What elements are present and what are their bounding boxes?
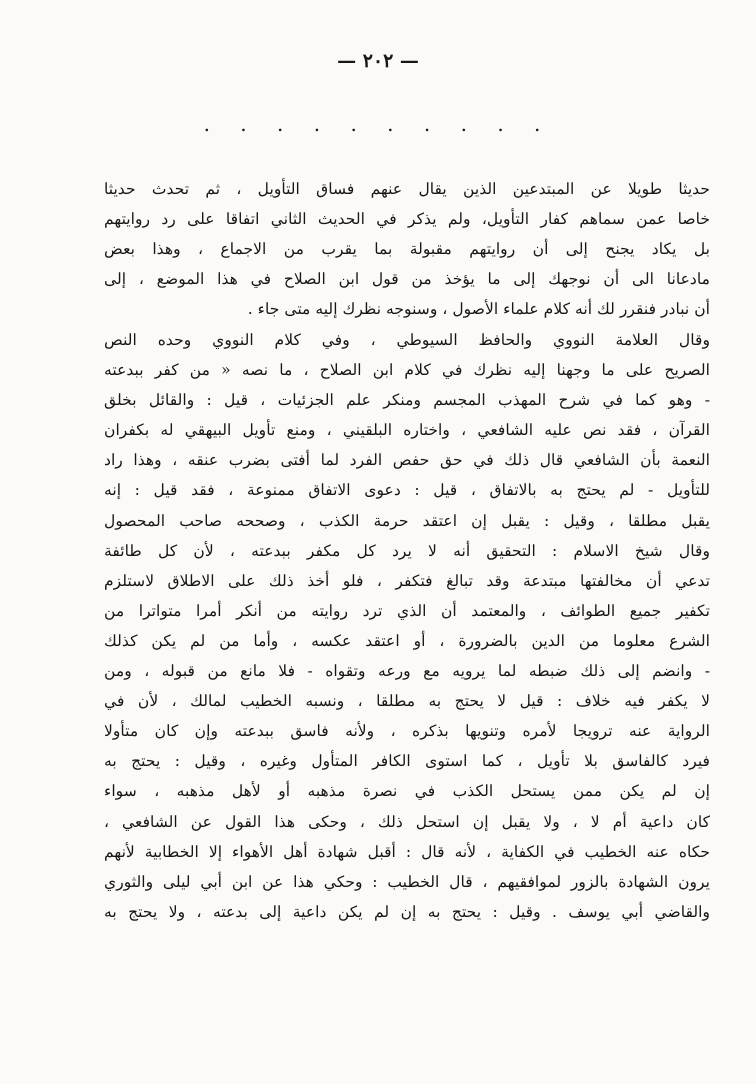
text-line: يرون الشهادة بالزور لموافقيهم ، قال الخطيب : وحكي هذا عن ابن أبي ليلى والثوري bbox=[104, 872, 710, 891]
text-line: وقال شيخ الاسلام : التحقيق أنه لا يرد كل مكفر ببدعته ، لأن كل طائفة bbox=[104, 541, 710, 560]
text-line: إن لم يكن ممن يستحل الكذب في نصرة مذهبه أو لأهل مذهبه ، سواء bbox=[104, 782, 710, 801]
text-line: - وانضم إلى ذلك ضبطه لما يرويه مع ورعه وتقواه - فلا مانع من قبوله ، ومن bbox=[104, 662, 710, 681]
text-line: للتأويل - لم يحتج به بالاتفاق ، قيل : دعوى الاتفاق ممنوعة ، فقد قيل : إنه bbox=[104, 481, 710, 500]
paragraph-1 bbox=[104, 174, 710, 324]
text-line: الرواية عنه ترويجا لأمره وتنويها بذكره ، ولأنه فاسق ببدعته وإن كان متأولا bbox=[104, 722, 710, 741]
paragraph-2 bbox=[104, 325, 710, 927]
text-line: خاصا عمن سماهم كفار التأويل، ولم يذكر في الحديث الثاني اتفاقا على رد روايتهم bbox=[104, 210, 710, 229]
section-separator-dots: . . . . . . . . . . bbox=[203, 112, 553, 136]
text-line: تدعي أن مخالفتها مبتدعة وقد تبالغ فتكفر ، فلو أخذ ذلك على الاطلاق لاستلزم bbox=[104, 571, 710, 590]
text-line: حديثا طويلا عن المبتدعين الذين يقال عنهم فساق التأويل ، ثم تحدث حديثا bbox=[104, 180, 710, 198]
text-line: وقال العلامة النووي والحافظ السيوطي ، وفي كلام النووي وحده النص bbox=[104, 331, 710, 349]
text-line: تكفير جميع الطوائف ، والمعتمد أن الذي ترد روايته من أنكر أمرا متواترا من bbox=[104, 601, 710, 620]
text-line: النعمة بأن الشافعي قال ذلك في حق حفص الفرد لما أفتى بضرب عنقه ، وهذا راد bbox=[104, 451, 710, 470]
text-line: الصريح على ما وجهنا إليه نظرك في كلام ابن الصلاح ، ما نصه « من كفر ببدعته bbox=[104, 361, 710, 380]
text-line: فيرد كالفاسق بلا تأويل ، كما استوى الكافر المتأول وغيره ، وقيل : يحتج به bbox=[104, 752, 710, 771]
text-line: والقاضي أبي يوسف . وقيل : يحتج به إن لم يكن داعية إلى بدعته ، ولا يحتج به bbox=[104, 902, 710, 921]
text-line: بل يكاد يجنح إلى أن روايتهم مقبولة بما يقرب من الاجماع ، وهذا بعض bbox=[104, 240, 710, 259]
text-line: لا يكفر فيه خلاف : قيل لا يحتج به مطلقا ، ونسبه الخطيب لمالك ، لأن في bbox=[104, 692, 710, 711]
text-line: - وهو كما في شرح المهذب المجسم ومنكر علم الجزئيات ، قيل : والقائل بخلق bbox=[104, 391, 710, 410]
text-line: مادعانا الى أن نوجهك إلى ما يؤخذ من قول ابن الصلاح في هذا الموضع ، إلى bbox=[104, 270, 710, 289]
text-line: الشرع معلوما من الدين بالضرورة ، أو اعتقد عكسه ، وأما من لم يكن كذلك bbox=[104, 631, 710, 650]
text-line: يقبل مطلقا ، وقيل : يقبل إن اعتقد حرمة الكذب ، وصححه صاحب المحصول bbox=[104, 511, 710, 530]
page-number: — ٢٠٢ — bbox=[337, 50, 419, 72]
text-line: كان داعية أم لا ، ولا يقبل إن استحل ذلك ، وحكى هذا القول عن الشافعي ، bbox=[104, 812, 710, 831]
text-line: حكاه عنه الخطيب في الكفاية ، لأنه قال : أقبل شهادة أهل الأهواء إلا الخطابية لأنهم bbox=[104, 842, 710, 861]
text-line: القرآن ، فقد نص عليه الشافعي ، واختاره البلقيني ، ومنع تأويل البيهقي له بكفران bbox=[104, 421, 710, 440]
text-line: أن نبادر فنقرر لك أنه كلام علماء الأصول ، وسنوجه نظرك إليه متى جاء . bbox=[247, 300, 710, 319]
